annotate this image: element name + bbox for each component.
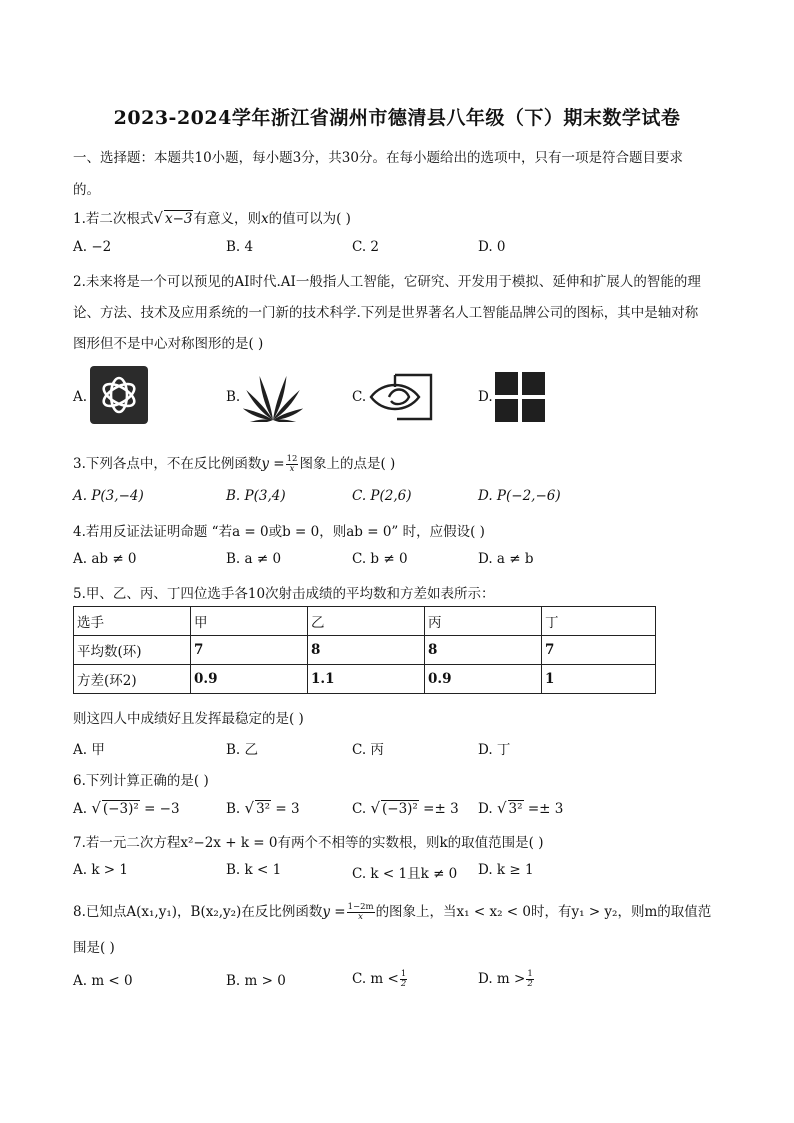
- question-6: 6.下列计算正确的是( ): [73, 773, 209, 789]
- table-cell: 乙: [308, 607, 425, 636]
- question-2-line3: 图形但不是中心对称图形的是( ): [73, 336, 264, 352]
- q8-half-den-d: 2: [527, 979, 533, 989]
- q7-option-b: B. k < 1: [226, 862, 282, 878]
- q4-option-d: D. a ≠ b: [478, 551, 534, 567]
- q1-suffix-b: 的值可以为( ): [268, 211, 351, 227]
- q8-half-d: [526, 970, 533, 989]
- table-cell: 7: [191, 636, 308, 665]
- q3-option-c: C. P(2,6): [352, 488, 412, 504]
- q8-option-b: B. m > 0: [226, 973, 286, 989]
- question-8-line2: 围是( ): [73, 940, 115, 956]
- table-cell: 选手: [74, 607, 191, 636]
- table-cell: 8: [308, 636, 425, 665]
- q8-func-lhs: y =: [322, 904, 346, 920]
- q3-suffix: 图象上的点是( ): [299, 456, 396, 472]
- q1-option-c: C. 2: [352, 239, 380, 255]
- table-cell: 1.1: [308, 665, 425, 694]
- q7-option-a: A. k > 1: [73, 862, 128, 878]
- table-cell: 甲: [191, 607, 308, 636]
- q3-option-b: B. P(3,4): [226, 488, 286, 504]
- question-2-line1: 2.未来将是一个可以预见的AI时代.AI一般指人工智能，它研究、开发用于模拟、延伸和扩展人的智能的理: [73, 274, 701, 290]
- question-4: 4.若用反证法证明命题 “若a = 0或b = 0，则ab = 0” 时，应假设( ): [73, 524, 485, 540]
- q8-option-d: [478, 970, 535, 989]
- q6-label-a: A.: [73, 801, 88, 817]
- q1-prefix: 1.若二次根式: [73, 211, 154, 227]
- question-7: 7.若一元二次方程x²−2x + k = 0有两个不相等的实数根，则k的取值范围是( ): [73, 835, 544, 851]
- q4-option-a: A. ab ≠ 0: [73, 551, 137, 567]
- q1-option-d: D. 0: [478, 239, 506, 255]
- q5-option-d: D. 丁: [478, 742, 511, 758]
- q1-option-a: A. −2: [73, 239, 112, 255]
- q8-frac-num: 1−2m: [347, 902, 374, 912]
- question-2-line2: 论、方法、技术及应用系统的一门新的技术科学.下列是世界著名人工智能品牌公司的图标，其中是轴对称: [73, 305, 699, 321]
- q2-label-c: C.: [352, 389, 367, 405]
- q8-half-den-c: 2: [400, 979, 407, 989]
- q8-half-c: [400, 970, 407, 989]
- q8-half-num-d: 1: [527, 969, 533, 979]
- huawei-logo-icon: [243, 370, 303, 426]
- table-row: [74, 636, 656, 665]
- q6-result-c: =± 3: [423, 801, 459, 817]
- q2-label-b: B.: [226, 389, 241, 405]
- table-cell: 8: [425, 636, 542, 665]
- q1-var: x: [260, 211, 269, 227]
- q6-result-b: = 3: [275, 801, 300, 817]
- section-heading: 一、选择题：本题共10小题，每小题3分，共30分。在每小题给出的选项中，只有一项是符合题目要求: [73, 150, 683, 166]
- q5-question: 则这四人中成绩好且发挥最稳定的是( ): [73, 711, 304, 727]
- q6-radicand-d: 3²: [508, 801, 523, 817]
- question-5: 5.甲、乙、丙、丁四位选手各10次射击成绩的平均数和方差如表所示：: [73, 586, 495, 602]
- table-header-row: [74, 607, 656, 636]
- microsoft-logo-icon: [495, 372, 545, 426]
- q4-option-b: B. a ≠ 0: [226, 551, 282, 567]
- q6-radicand-a: (−3)²: [102, 801, 139, 817]
- q3-frac-num: 12: [286, 454, 298, 464]
- question-3: [73, 452, 395, 474]
- score-table: [73, 606, 656, 694]
- q7-option-c: C. k < 1且k ≠ 0: [352, 866, 458, 882]
- q3-func-lhs: y =: [261, 456, 285, 472]
- q3-frac-den: x: [289, 464, 295, 474]
- q6-option-c: C. √ (−3)² =± 3: [352, 799, 459, 817]
- q2-label-a: A.: [73, 389, 88, 405]
- q6-result-d: =± 3: [527, 801, 564, 817]
- question-8: [73, 900, 711, 922]
- question-1: 1.若二次根式√ x−3有意义，则x的值可以为( ): [73, 209, 351, 227]
- q8-option-c: [352, 970, 408, 989]
- q3-option-a: A. P(3,−4): [73, 488, 144, 504]
- q8-frac-den: x: [358, 912, 363, 922]
- q1-option-b: B. 4: [226, 239, 254, 255]
- q8-part1: 8.已知点A(x₁,y₁)，B(x₂,y₂)在反比例函数: [73, 904, 323, 920]
- page-title: 2023-2024学年浙江省湖州市德清县八年级（下）期末数学试卷: [113, 107, 681, 129]
- table-cell: 丁: [542, 607, 656, 636]
- q3-prefix: 3.下列各点中，不在反比例函数: [73, 456, 262, 472]
- q6-option-a: A. √ (−3)² = −3: [73, 799, 180, 817]
- q7-option-d: D. k ≥ 1: [478, 862, 534, 878]
- q8-label-d: D. m >: [478, 971, 526, 987]
- q6-radicand-b: 3²: [256, 801, 271, 817]
- q2-label-d: D.: [478, 389, 493, 405]
- q8-label-c: C. m <: [352, 971, 399, 987]
- table-cell: 丙: [425, 607, 542, 636]
- openai-logo-icon: [90, 366, 148, 428]
- table-cell: 0.9: [191, 665, 308, 694]
- table-cell: 0.9: [425, 665, 542, 694]
- q6-option-b: B. √ 3² = 3: [226, 799, 300, 817]
- table-cell: 1: [542, 665, 656, 694]
- section-heading-cont: 的。: [73, 182, 100, 198]
- q1-suffix-a: 有意义，则: [193, 211, 261, 227]
- q6-radicand-c: (−3)²: [382, 801, 418, 817]
- q6-label-b: B.: [226, 801, 241, 817]
- q1-radicand: x−3: [164, 211, 193, 227]
- q6-label-c: C.: [352, 801, 367, 817]
- q8-half-num-c: 1: [400, 969, 407, 979]
- q8-fraction: [347, 903, 375, 922]
- q3-fraction: [286, 455, 299, 474]
- q8-option-a: A. m < 0: [73, 973, 133, 989]
- q6-option-d: D. √ 3² =± 3: [478, 799, 564, 817]
- q5-option-b: B. 乙: [226, 742, 259, 758]
- q3-option-d: D. P(−2,−6): [478, 488, 561, 504]
- table-row: [74, 665, 656, 694]
- q5-option-a: A. 甲: [73, 742, 105, 758]
- q8-part2: 的图象上，当x₁ < x₂ < 0时，有y₁ > y₂，则m的取值范: [375, 904, 712, 920]
- table-cell: 平均数(环): [74, 636, 191, 665]
- nvidia-logo-icon: [367, 373, 435, 425]
- q6-label-d: D.: [478, 801, 493, 817]
- q5-option-c: C. 丙: [352, 742, 384, 758]
- table-cell: 7: [542, 636, 656, 665]
- table-cell: 方差(环2): [74, 665, 191, 694]
- q4-option-c: C. b ≠ 0: [352, 551, 408, 567]
- q6-result-a: = −3: [144, 801, 180, 817]
